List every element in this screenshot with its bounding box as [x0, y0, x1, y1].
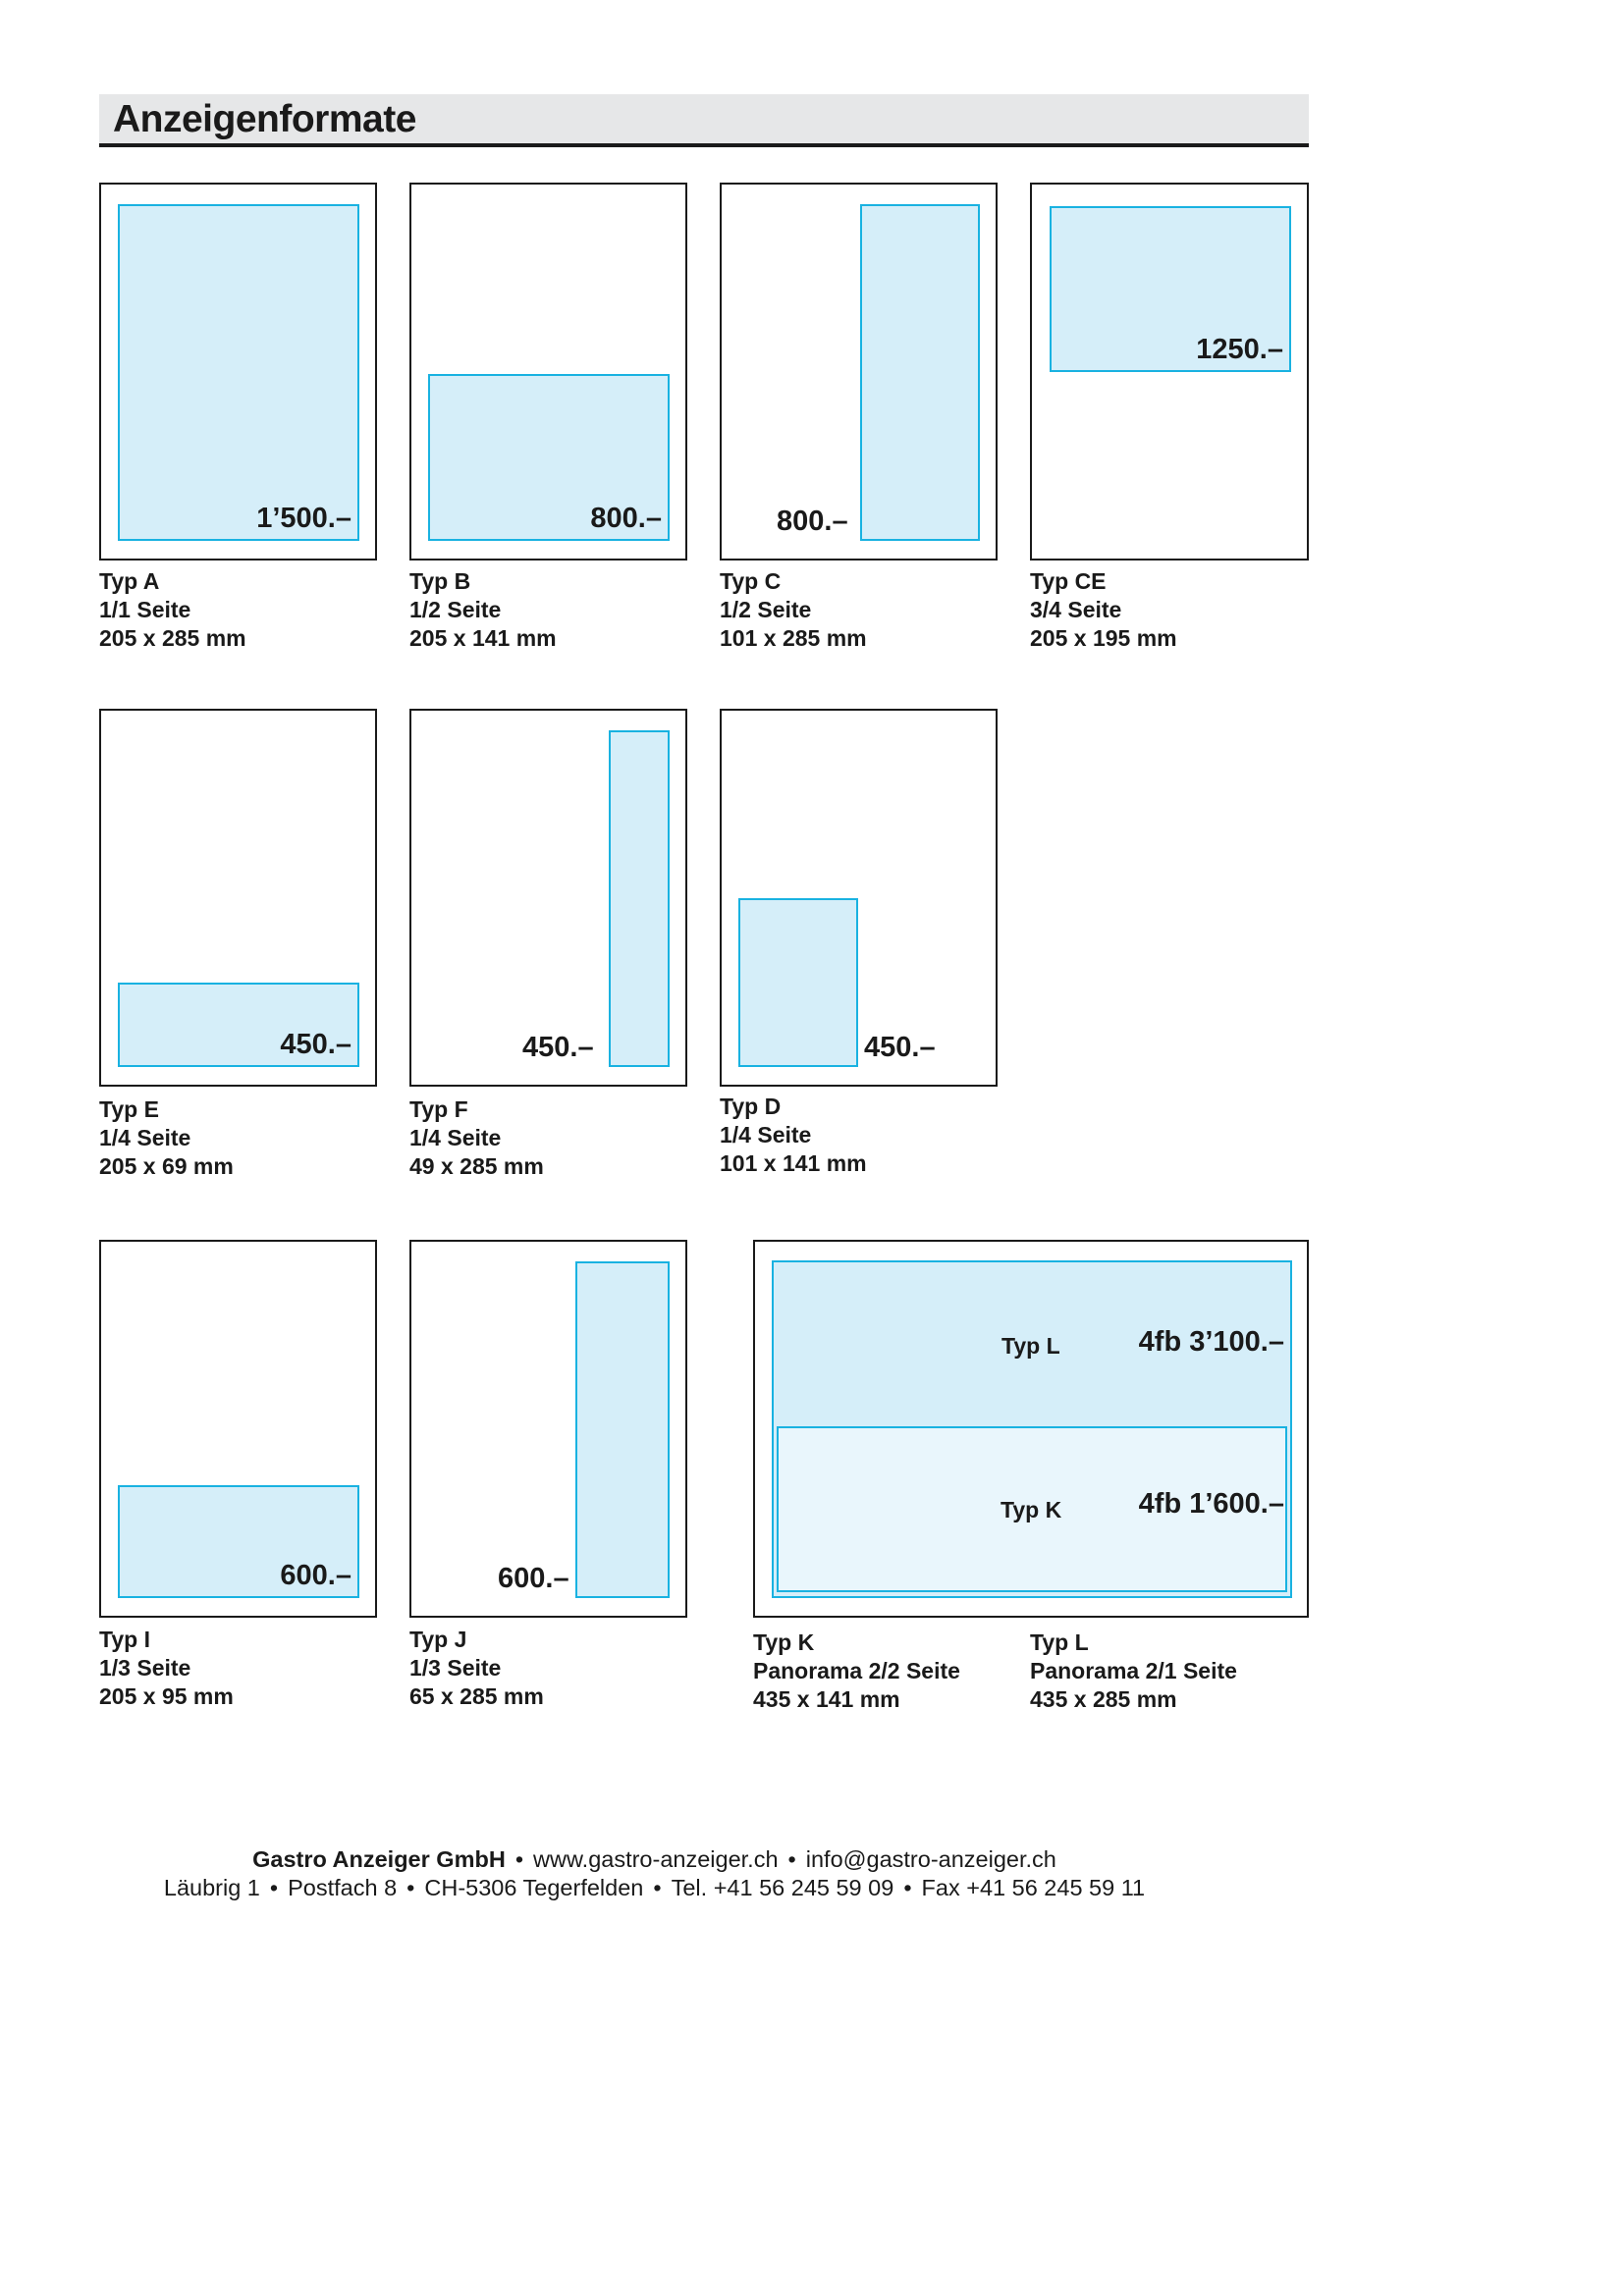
format-b-page	[409, 183, 687, 561]
format-b-dims: 205 x 141 mm	[409, 625, 557, 651]
format-b-ad-area	[428, 374, 670, 541]
page-title: Anzeigenformate	[113, 98, 416, 140]
format-b-caption	[409, 567, 557, 653]
footer-line-1	[0, 1846, 1309, 1873]
format-k-type: Typ K	[753, 1629, 815, 1655]
format-i-dims: 205 x 95 mm	[99, 1683, 234, 1709]
format-a-size: 1/1 Seite	[99, 597, 191, 622]
format-c-caption	[720, 567, 867, 653]
format-j-ad-area	[575, 1261, 670, 1598]
format-i-caption	[99, 1626, 234, 1711]
format-j-type: Typ J	[409, 1627, 467, 1652]
format-a-page	[99, 183, 377, 561]
format-l-size: Panorama 2/1 Seite	[1030, 1658, 1237, 1683]
footer-separator: •	[514, 1846, 524, 1872]
format-j-caption	[409, 1626, 544, 1711]
footer-separator: •	[787, 1846, 796, 1872]
format-ce-size: 3/4 Seite	[1030, 597, 1122, 622]
format-f-type: Typ F	[409, 1096, 468, 1122]
footer-separator: •	[653, 1875, 662, 1900]
footer-street: Läubrig 1	[163, 1875, 260, 1900]
format-d-price: 450.–	[864, 1032, 936, 1063]
format-c-page	[720, 183, 998, 561]
format-b-price: 800.–	[590, 503, 662, 534]
format-f-page	[409, 709, 687, 1087]
format-a-ad-area	[118, 204, 359, 541]
format-e-price: 450.–	[280, 1029, 352, 1060]
format-k-dims: 435 x 141 mm	[753, 1686, 900, 1712]
format-l-dims: 435 x 285 mm	[1030, 1686, 1177, 1712]
format-f-price: 450.–	[522, 1032, 594, 1063]
footer-web-link[interactable]: www.gastro-anzeiger.ch	[533, 1846, 779, 1872]
format-c-price: 800.–	[777, 506, 848, 537]
footer-separator: •	[269, 1875, 279, 1900]
format-k-size: Panorama 2/2 Seite	[753, 1658, 960, 1683]
format-l-inner-label: Typ L	[1001, 1333, 1060, 1359]
format-i-price: 600.–	[280, 1560, 352, 1591]
format-d-page	[720, 709, 998, 1087]
format-a-type: Typ A	[99, 568, 160, 594]
format-d-caption	[720, 1093, 867, 1178]
format-a-caption	[99, 567, 246, 653]
format-i-type: Typ I	[99, 1627, 150, 1652]
format-ce-ad-area	[1050, 206, 1291, 372]
format-j-size: 1/3 Seite	[409, 1655, 502, 1681]
footer-email-link[interactable]: info@gastro-anzeiger.ch	[805, 1846, 1056, 1872]
format-l-caption	[1030, 1629, 1237, 1714]
format-f-caption	[409, 1095, 544, 1181]
format-ce-dims: 205 x 195 mm	[1030, 625, 1177, 651]
footer-line-2	[0, 1875, 1309, 1901]
format-k-inner-label: Typ K	[1001, 1497, 1062, 1522]
format-d-size: 1/4 Seite	[720, 1122, 812, 1148]
format-e-size: 1/4 Seite	[99, 1125, 191, 1150]
footer-tel: Tel. +41 56 245 59 09	[671, 1875, 894, 1900]
format-c-size: 1/2 Seite	[720, 597, 812, 622]
footer-company: Gastro Anzeiger GmbH	[252, 1846, 506, 1872]
format-b-type: Typ B	[409, 568, 471, 594]
format-a-price: 1’500.–	[256, 503, 352, 534]
format-ce-type: Typ CE	[1030, 568, 1107, 594]
format-i-size: 1/3 Seite	[99, 1655, 191, 1681]
format-j-page	[409, 1240, 687, 1618]
format-k-caption	[753, 1629, 960, 1714]
footer-city: CH-5306 Tegerfelden	[424, 1875, 644, 1900]
format-d-ad-area	[738, 898, 858, 1067]
format-e-dims: 205 x 69 mm	[99, 1153, 234, 1179]
format-l-type: Typ L	[1030, 1629, 1089, 1655]
format-e-ad-area	[118, 983, 359, 1067]
format-d-dims: 101 x 141 mm	[720, 1150, 867, 1176]
format-c-dims: 101 x 285 mm	[720, 625, 867, 651]
format-f-size: 1/4 Seite	[409, 1125, 502, 1150]
format-b-size: 1/2 Seite	[409, 597, 502, 622]
format-d-type: Typ D	[720, 1094, 782, 1119]
format-c-type: Typ C	[720, 568, 782, 594]
footer-separator: •	[903, 1875, 912, 1900]
format-e-type: Typ E	[99, 1096, 159, 1122]
format-a-dims: 205 x 285 mm	[99, 625, 246, 651]
footer-postbox: Postfach 8	[288, 1875, 398, 1900]
format-j-dims: 65 x 285 mm	[409, 1683, 544, 1709]
format-c-ad-area	[860, 204, 980, 541]
format-e-caption	[99, 1095, 234, 1181]
page-header	[99, 94, 1309, 147]
format-f-ad-area	[609, 730, 670, 1067]
format-ce-caption	[1030, 567, 1177, 653]
format-i-page	[99, 1240, 377, 1618]
format-k-ad-area	[777, 1426, 1287, 1592]
format-e-page	[99, 709, 377, 1087]
format-kl-spread	[753, 1240, 1309, 1618]
format-f-dims: 49 x 285 mm	[409, 1153, 544, 1179]
format-l-price: 4fb 3’100.–	[1138, 1326, 1284, 1358]
format-k-price: 4fb 1’600.–	[1138, 1488, 1284, 1520]
format-i-ad-area	[118, 1485, 359, 1598]
footer-fax: Fax +41 56 245 59 11	[921, 1875, 1146, 1900]
format-ce-price: 1250.–	[1196, 334, 1283, 365]
format-j-price: 600.–	[498, 1563, 569, 1594]
format-ce-page	[1030, 183, 1309, 561]
footer-separator: •	[406, 1875, 415, 1900]
